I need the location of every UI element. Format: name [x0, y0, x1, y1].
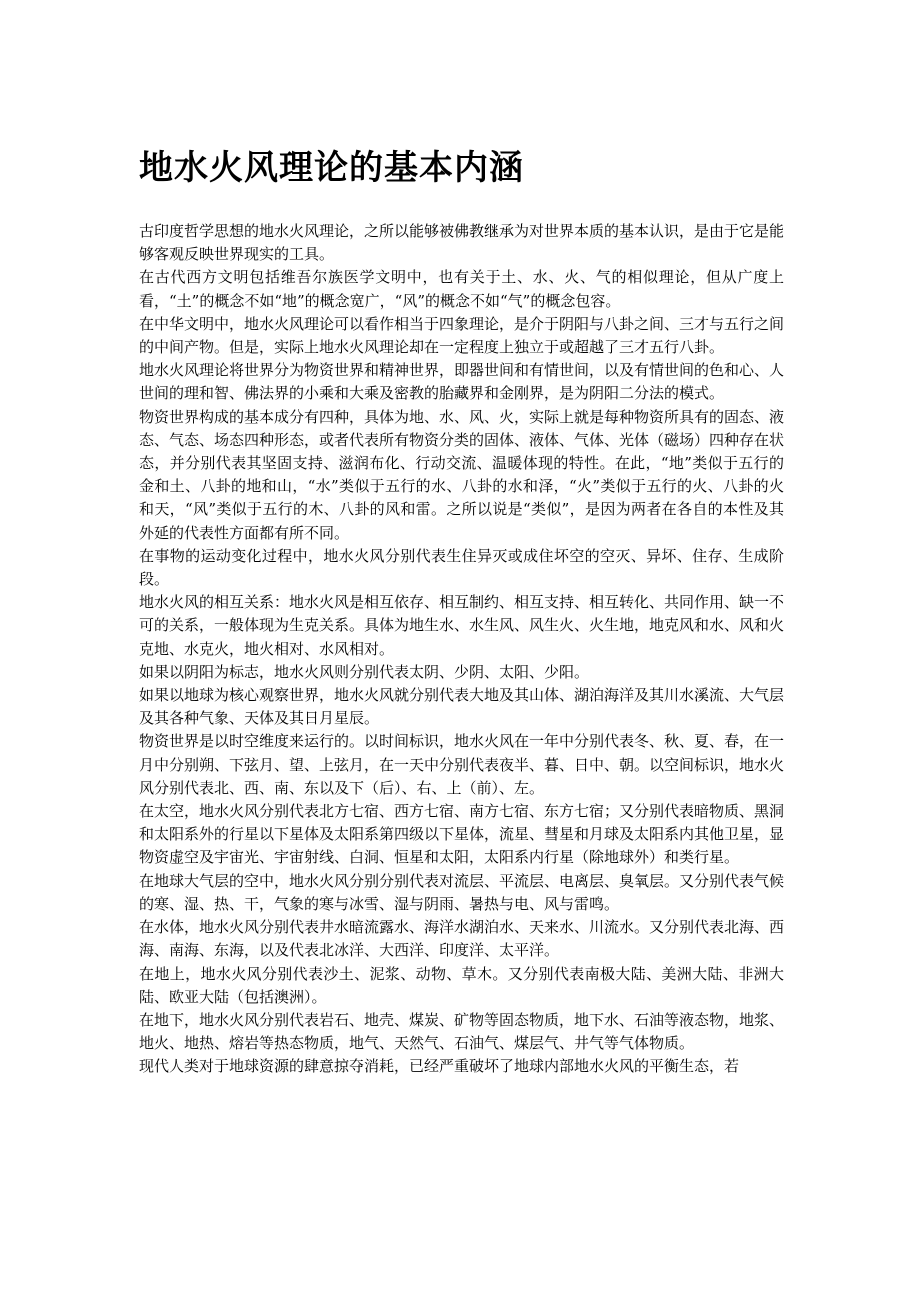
paragraph: 在中华文明中，地水火风理论可以看作相当于四象理论，是介于阴阳与八卦之间、三才与五行之间的中间产物。但是，实际上地水火风理论却在一定程度上独立于或超越了三才五行八卦。 — [139, 314, 785, 357]
paragraph: 物资世界是以时空维度来运行的。以时间标识，地水火风在一年中分别代表冬、秋、夏、春，在一月中分别朔、下弦月、望、上弦月，在一天中分别代表夜半、暮、日中、朝。以空间标识，地水火风分别代表北、西、南、东以及下（后）、右、上（前）、左。 — [139, 732, 785, 797]
paragraph: 如果以地球为核心观察世界，地水火风就分别代表大地及其山体、湖泊海洋及其川水溪流、大气层及其各种气象、天体及其日月星辰。 — [139, 686, 785, 728]
paragraph: 现代人类对于地球资源的肆意掠夺消耗，已经严重破坏了地球内部地水火风的平衡生态，若 — [139, 1057, 740, 1076]
paragraph: 地水火风的相互关系：地水火风是相互依存、相互制约、相互支持、相互转化、共同作用、缺一不可的关系，一般体现为生克关系。具体为地生水、水生风、风生火、火生地，地克风和水、风和火克地、水克火，地火相对、水风相对。 — [139, 593, 785, 658]
paragraph: 古印度哲学思想的地水火风理论，之所以能够被佛教继承为对世界本质的基本认识，是由于它是能够客观反映世界现实的工具。 — [139, 222, 785, 264]
paragraph: 在古代西方文明包括维吾尔族医学文明中，也有关于土、水、火、气的相似理论，但从广度上看，“土”的概念不如“地”的概念宽广，“风”的概念不如“气”的概念包容。 — [139, 268, 784, 310]
paragraph: 在地上，地水火风分别代表沙土、泥浆、动物、草木。又分别代表南极大陆、美洲大陆、非洲大陆、欧亚大陆（包括澳洲）。 — [139, 964, 784, 1006]
document-body — [139, 220, 784, 1079]
paragraph: 如果以阴阳为标志，地水火风则分别代表太阴、少阴、太阳、少阳。 — [139, 662, 590, 681]
paragraph: 在水体，地水火风分别代表井水暗流露水、海洋水湖泊水、天来水、川流水。又分别代表北海、西海、南海、东海，以及代表北冰洋、大西洋、印度洋、太平洋。 — [139, 918, 785, 960]
paragraph: 在太空，地水火风分别代表北方七宿、西方七宿、南方七宿、东方七宿；又分别代表暗物质、黑洞和太阳系外的行星以下星体及太阳系第四级以下星体，流星、彗星和月球及太阳系内其他卫星，显物资虚空及宇宙光、宇宙射线、白洞、恒星和太阳，太阳系内行星（除地球外）和类行星。 — [139, 802, 785, 867]
paragraph: 在地球大气层的空中，地水火风分别分别代表对流层、平流层、电离层、臭氧层。又分别代表气候的寒、湿、热、干，气象的寒与冰雪、湿与阴雨、暑热与电、风与雷鸣。 — [139, 871, 785, 913]
document-title: 地水火风理论的基本内涵 — [139, 148, 524, 188]
paragraph: 在地下，地水火风分别代表岩石、地壳、煤炭、矿物等固态物质，地下水、石油等液态物，地浆、地火、地热、熔岩等热态物质，地气、天然气、石油气、煤层气、井气等气体物质。 — [139, 1010, 785, 1053]
paragraph: 在事物的运动变化过程中，地水火风分别代表生住异灭或成住坏空的空灭、异坏、住存、生成阶段。 — [139, 546, 784, 589]
paragraph: 物资世界构成的基本成分有四种，具体为地、水、风、火，实际上就是每种物资所具有的固态、液态、气态、场态四种形态，或者代表所有物资分类的固体、液体、气体、光体（磁场）四种存在状态，并分别代表其坚固支持、滋润布化、行动交流、温暖体现的特性。在此，“地”类似于五行的金和土、八卦的地和山，“水”类似于五行的水、八卦的水和泽，“火”类似于五行的火、八卦的火和天，“风”类似于五行的木、八卦的风和雷。之所以说是“类似”，是因为两者在各自的本性及其外延的代表性方面都有所不同。 — [139, 407, 785, 542]
paragraph: 地水火风理论将世界分为物资世界和精神世界，即器世间和有情世间，以及有情世间的色和心、人世间的理和智、佛法界的小乘和大乘及密教的胎藏界和金刚界，是为阴阳二分法的模式。 — [139, 361, 785, 403]
